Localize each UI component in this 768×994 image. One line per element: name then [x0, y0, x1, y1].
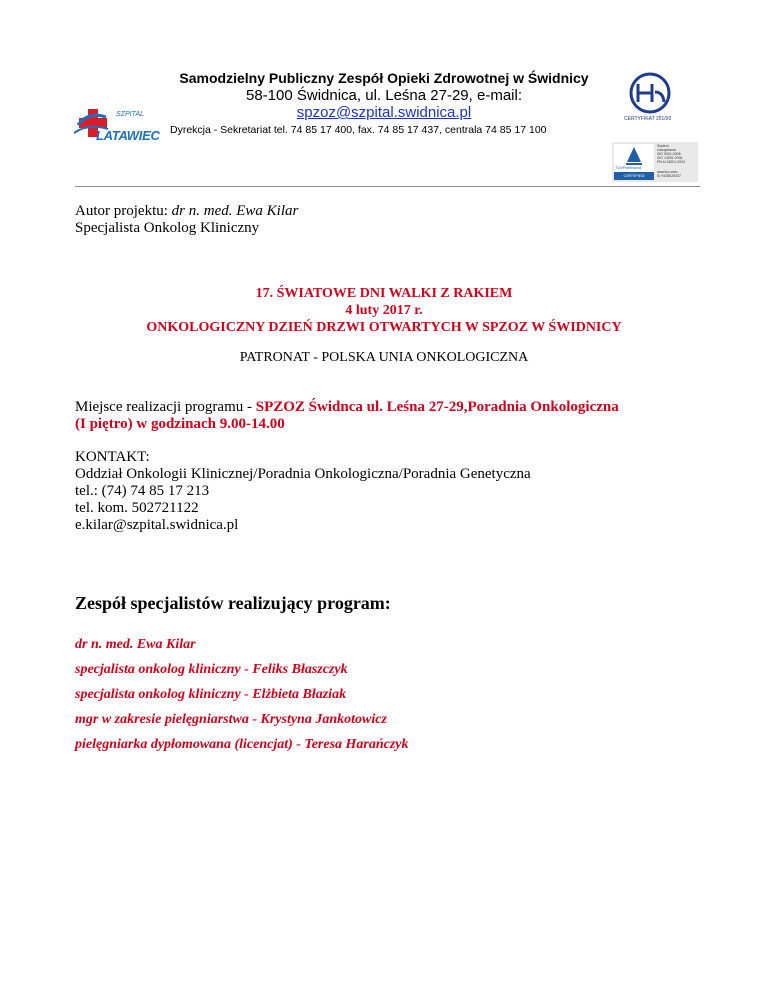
contact-department: Oddział Onkologii Klinicznej/Poradnia Onkologiczna/Poradnia Genetyczna	[75, 466, 531, 482]
contact-label: KONTAKT:	[75, 449, 150, 465]
tuv-certified-badge	[612, 142, 698, 182]
team-member: mgr w zakresie pielęgniarstwa - Krystyna Jankotowicz	[75, 712, 387, 727]
event-patronage: PATRONAT - POLSKA UNIA ONKOLOGICZNA	[239, 350, 529, 365]
author-line	[75, 203, 298, 220]
logo-main-text: LATAWIEC	[96, 128, 160, 143]
tuv-side-text	[657, 144, 685, 178]
team-member: specjalista onkolog kliniczny - Feliks Błaszczyk	[75, 662, 348, 677]
institution-name: Samodzielny Publiczny Zespół Opieki Zdrowotnej w Świdnicy	[179, 70, 589, 86]
venue-hours: (I piętro) w godzinach 9.00-14.00	[75, 416, 285, 432]
event-title	[0, 285, 768, 336]
tuv-footer-line: www.tuv.com	[657, 170, 678, 174]
team-member: specjalista onkolog kliniczny - Elżbieta Błaziak	[75, 687, 347, 702]
contact-email: e.kilar@szpital.swidnica.pl	[75, 517, 239, 533]
contact-phone: tel.: (74) 74 85 17 213	[75, 483, 210, 499]
contact-mobile: tel. kom. 502721122	[75, 500, 199, 516]
tuv-side-line: zarządzania	[657, 148, 676, 152]
tuv-side-line: ISO 14001:2004	[657, 156, 683, 160]
tuv-side-line: ISO 9001:2008	[657, 152, 681, 156]
quality-certificate-icon	[620, 70, 680, 116]
tuv-side-line: PN-N 18001:2004	[657, 160, 686, 164]
venue-line	[75, 399, 619, 416]
logo-top-text: SZPITAL	[116, 111, 144, 118]
author-label: Autor projektu:	[75, 203, 168, 219]
tuv-brand-text: TÜVRheinland	[615, 165, 642, 170]
event-title-line: 17. ŚWIATOWE DNI WALKI Z RAKIEM	[255, 286, 513, 301]
team-member: pielęgniarka dypłomowana (licencjat) - Teresa Harańczyk	[75, 737, 409, 752]
event-title-line: ONKOLOGICZNY DZIEŃ DRZWI OTWARTYCH W SPZOZ W ŚWIDNICY	[146, 320, 622, 335]
contact-block	[75, 449, 531, 534]
event-date: 4 luty 2017 r.	[345, 303, 423, 318]
tuv-footer-line: ID 9105029237	[657, 174, 681, 178]
team-member: dr n. med. Ewa Kilar	[75, 637, 196, 652]
author-role: Specjalista Onkolog Kliniczny	[75, 220, 260, 236]
quality-certificate-badge	[620, 70, 680, 126]
certificate-caption: CERTYFIKAT 251/00	[624, 116, 672, 122]
author-name: dr n. med. Ewa Kilar	[171, 203, 299, 219]
tuv-side-line: System	[657, 144, 669, 148]
directorate-contact: Dyrekcja - Sekretariat tel. 74 85 17 400, fax. 74 85 17 437, centrala 74 85 17 100	[170, 124, 547, 136]
team-heading: Zespół specjalistów realizujący program:	[75, 593, 391, 613]
institution-address: 58-100 Świdnica, ul. Leśna 27-29, e-mail:	[246, 87, 522, 104]
tuv-logo-block	[614, 144, 654, 180]
venue-label: Miejsce realizacji programu -	[75, 399, 256, 415]
header-divider	[75, 186, 700, 187]
tuv-certified-label: CERTIFIED	[614, 172, 654, 180]
venue-place: SPZOZ Świdnca ul. Leśna 27-29,Poradnia Onkologiczna	[255, 399, 619, 415]
institution-email-link[interactable]: spzoz@szpital.swidnica.pl	[296, 104, 472, 121]
